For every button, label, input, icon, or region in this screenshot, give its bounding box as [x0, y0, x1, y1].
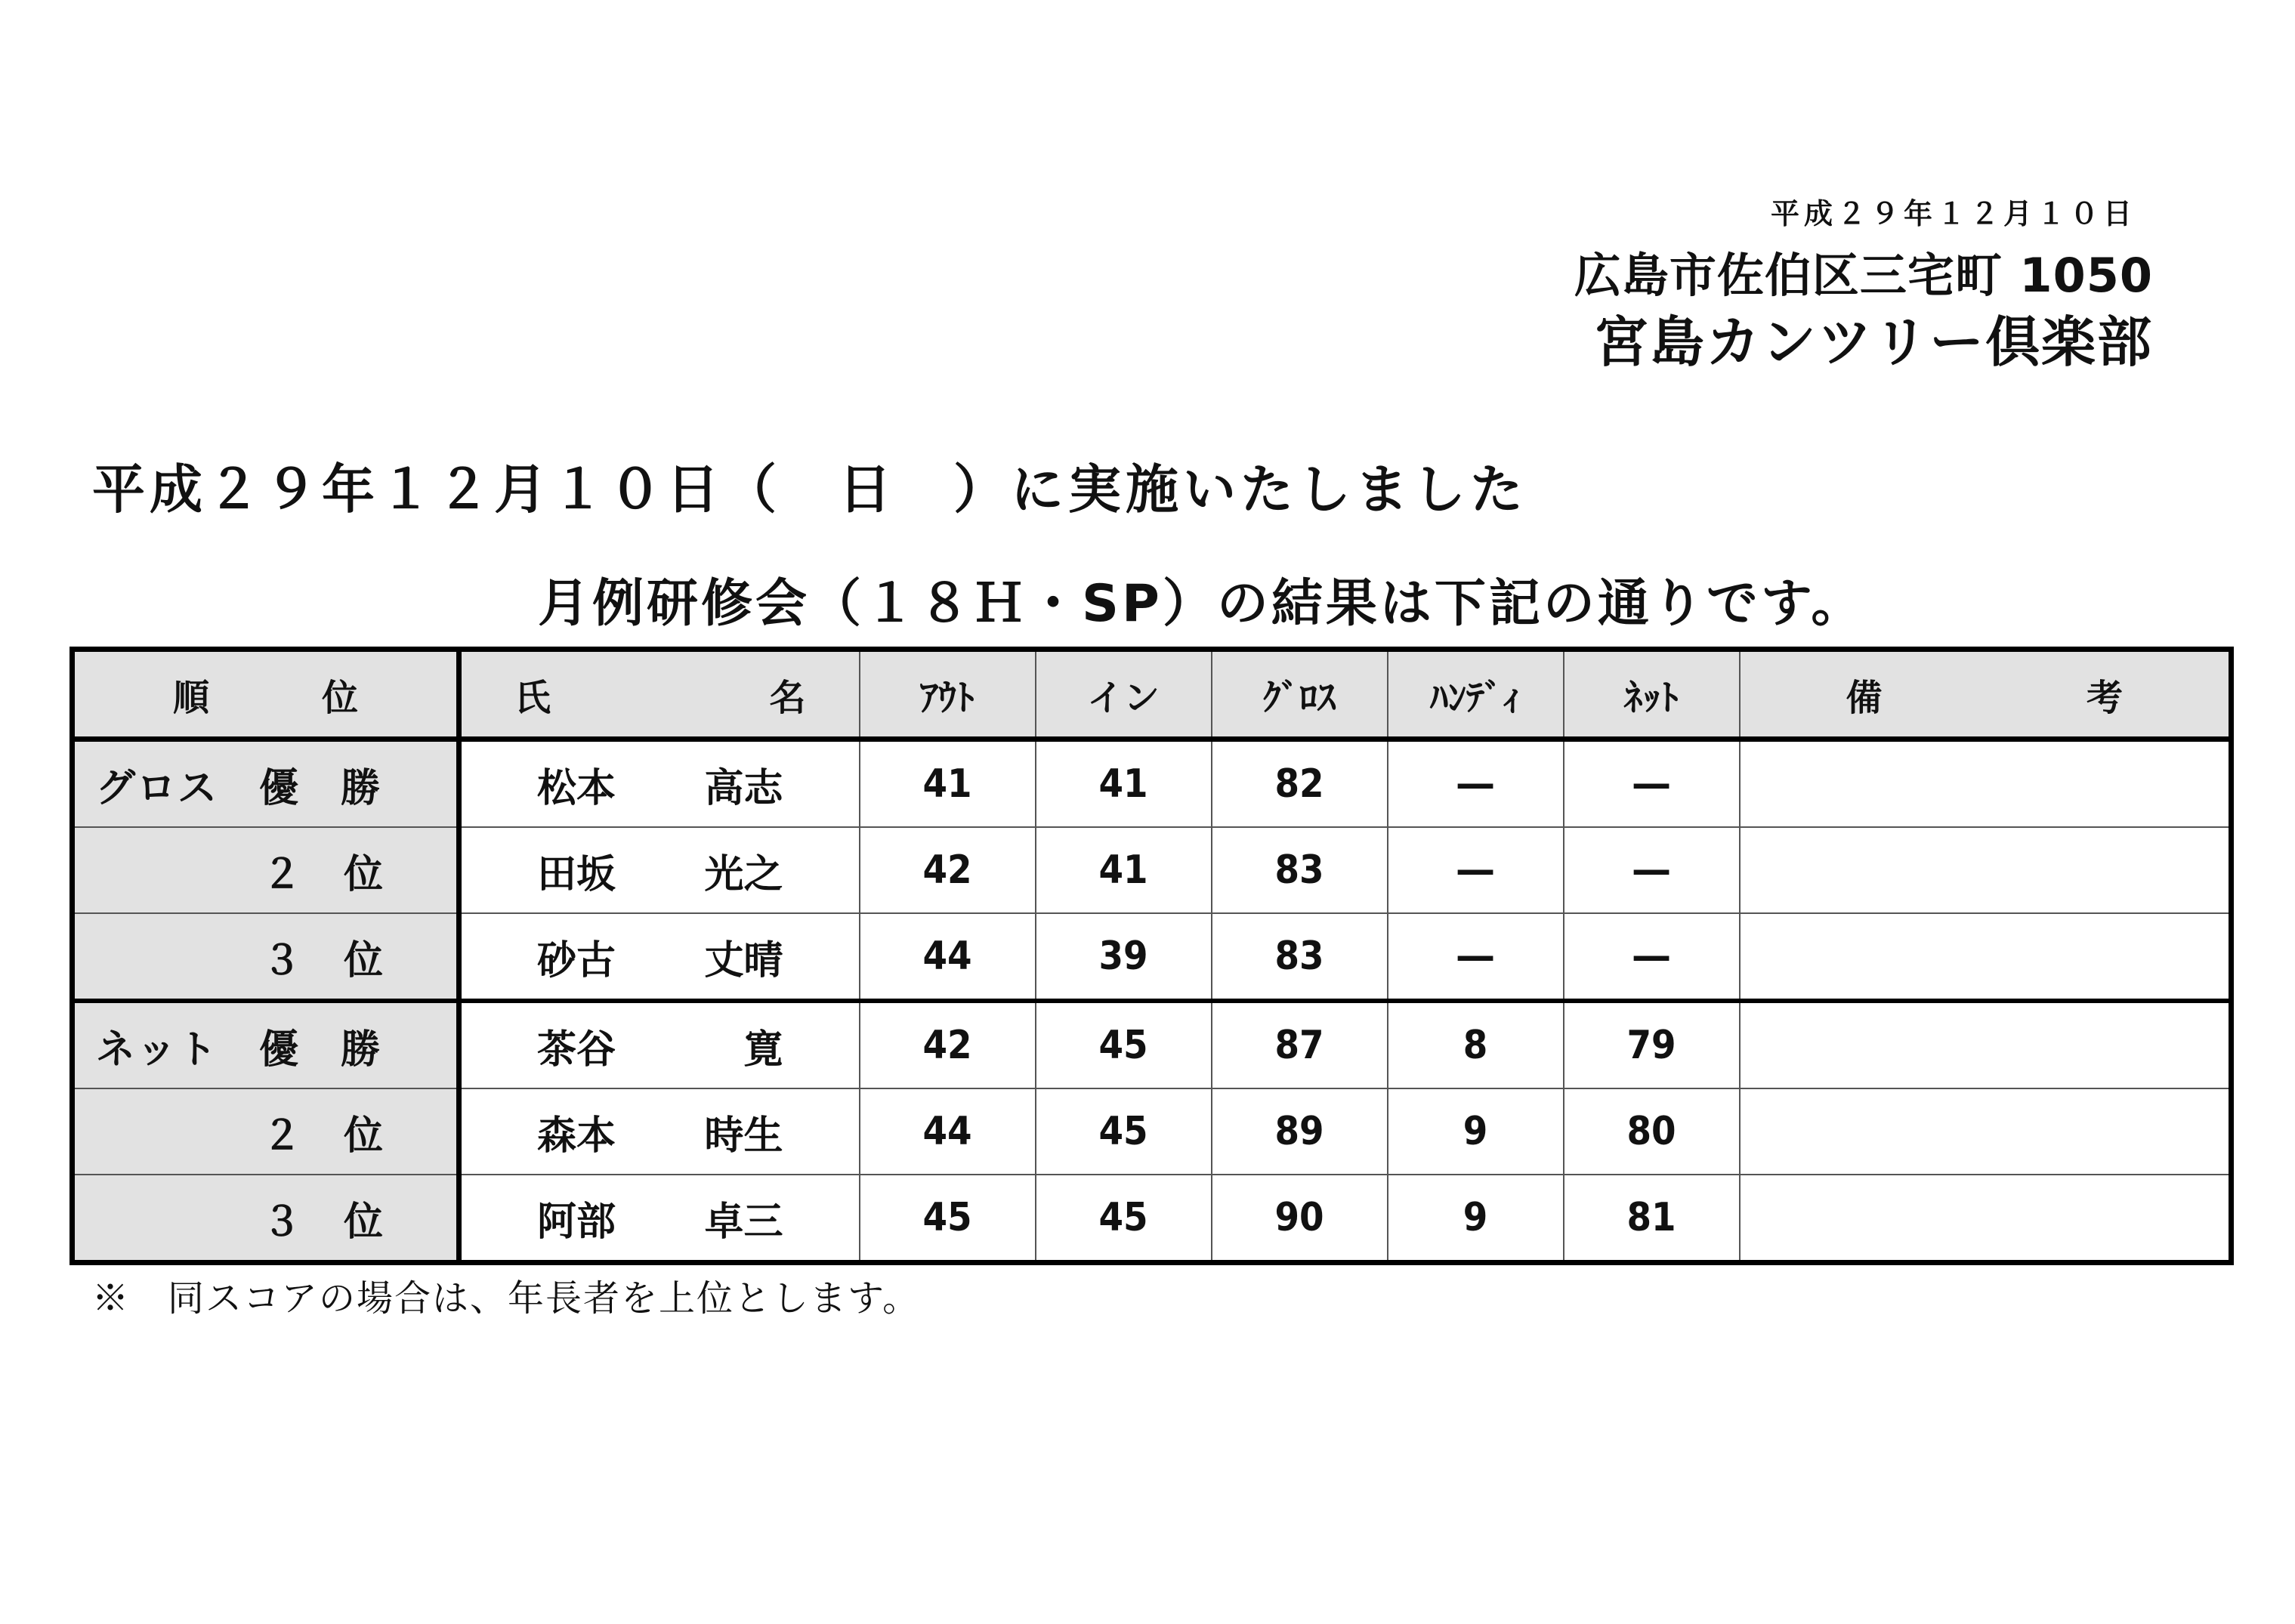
remarks-cell — [1740, 1175, 2232, 1263]
out-score: 45 — [860, 1175, 1036, 1263]
rank-cell — [73, 1001, 459, 1088]
table-row — [73, 1175, 2232, 1263]
in-score: 41 — [1036, 827, 1212, 913]
given-name: 丈晴 — [704, 937, 783, 983]
net-score: ― — [1564, 913, 1740, 1001]
net-score: 81 — [1564, 1175, 1740, 1263]
rank-label: グロス 優 勝 — [96, 765, 382, 811]
net-score: ― — [1564, 739, 1740, 828]
header-name-char-2: 名 — [769, 676, 806, 719]
footnote: ※ 同スコアの場合は、年長者を上位とします。 — [92, 1277, 921, 1320]
header-rank-char-2: 位 — [321, 676, 358, 719]
handicap-value: 8 — [1388, 1001, 1564, 1088]
rank-label: ネット 優 勝 — [96, 1027, 382, 1073]
gross-score: 89 — [1212, 1088, 1388, 1175]
rank-cell — [73, 913, 459, 1001]
remarks-cell — [1740, 827, 2232, 913]
table-row — [73, 913, 2232, 1001]
out-score: 44 — [860, 1088, 1036, 1175]
header-remarks-char-2: 考 — [2086, 676, 2123, 719]
name-cell — [459, 913, 860, 1001]
given-name: 卓三 — [704, 1199, 783, 1245]
table-row — [73, 1001, 2232, 1088]
rank-cell — [73, 1088, 459, 1175]
out-score: 42 — [860, 827, 1036, 913]
gross-score: 82 — [1212, 739, 1388, 828]
in-score: 41 — [1036, 739, 1212, 828]
given-name: 光之 — [704, 851, 783, 897]
results-table — [69, 647, 2234, 1265]
rank-label: ３ 位 — [262, 937, 385, 983]
header-rank-char-1: 順 — [173, 676, 210, 719]
remarks-cell — [1740, 1001, 2232, 1088]
header-out: ｱｳﾄ — [860, 650, 1036, 739]
rank-cell — [73, 739, 459, 828]
table-row — [73, 739, 2232, 828]
header-rank — [73, 650, 459, 739]
table-row — [73, 1088, 2232, 1175]
header-remarks-char-1: 備 — [1846, 676, 1883, 719]
header-name — [459, 650, 860, 739]
net-score: ― — [1564, 827, 1740, 913]
handicap-value: ― — [1388, 739, 1564, 828]
in-score: 45 — [1036, 1175, 1212, 1263]
out-score: 41 — [860, 739, 1036, 828]
given-name: 高志 — [704, 765, 783, 811]
header-name-char-1: 氏 — [514, 676, 551, 719]
header-club-name: 宮島カンツリー倶楽部 — [1593, 310, 2153, 374]
rank-label: ２ 位 — [262, 851, 385, 897]
gross-score: 83 — [1212, 827, 1388, 913]
out-score: 44 — [860, 913, 1036, 1001]
header-net: ﾈｯﾄ — [1564, 650, 1740, 739]
family-name: 茶谷 — [537, 1027, 616, 1073]
given-name: 時生 — [704, 1113, 783, 1159]
name-cell — [459, 827, 860, 913]
table-row — [73, 827, 2232, 913]
table-header-row — [73, 650, 2232, 739]
net-score: 80 — [1564, 1088, 1740, 1175]
gross-score: 90 — [1212, 1175, 1388, 1263]
name-cell — [459, 1175, 860, 1263]
header-address: 広島市佐伯区三宅町 1050 — [1574, 248, 2153, 303]
out-score: 42 — [860, 1001, 1036, 1088]
remarks-cell — [1740, 1088, 2232, 1175]
remarks-cell — [1740, 739, 2232, 828]
family-name: 阿部 — [537, 1199, 616, 1245]
rank-label: ３ 位 — [262, 1199, 385, 1245]
in-score: 45 — [1036, 1001, 1212, 1088]
family-name: 砂古 — [537, 937, 616, 983]
family-name: 松本 — [537, 765, 616, 811]
handicap-value: 9 — [1388, 1088, 1564, 1175]
given-name: 寛 — [743, 1027, 783, 1073]
rank-label: ２ 位 — [262, 1113, 385, 1159]
handicap-value: ― — [1388, 827, 1564, 913]
gross-score: 87 — [1212, 1001, 1388, 1088]
header-gross: ｸﾞﾛｽ — [1212, 650, 1388, 739]
name-cell — [459, 1088, 860, 1175]
handicap-value: 9 — [1388, 1175, 1564, 1263]
net-score: 79 — [1564, 1001, 1740, 1088]
header-remarks — [1740, 650, 2232, 739]
rank-cell — [73, 1175, 459, 1263]
family-name: 森本 — [537, 1113, 616, 1159]
family-name: 田坂 — [537, 851, 616, 897]
results-subtitle: 月例研修会（１８Ｈ・SP）の結果は下記の通りです。 — [538, 574, 1866, 634]
header-handicap: ﾊﾝﾃﾞｨ — [1388, 650, 1564, 739]
intro-line: 平成２９年１２月１０日（ 日 ）に実施いたしました — [92, 458, 1527, 520]
name-cell — [459, 1001, 860, 1088]
rank-cell — [73, 827, 459, 913]
in-score: 45 — [1036, 1088, 1212, 1175]
header-in: イン — [1036, 650, 1212, 739]
name-cell — [459, 739, 860, 828]
remarks-cell — [1740, 913, 2232, 1001]
handicap-value: ― — [1388, 913, 1564, 1001]
header-date: 平成２９年１２月１０日 — [1770, 197, 2136, 230]
in-score: 39 — [1036, 913, 1212, 1001]
gross-score: 83 — [1212, 913, 1388, 1001]
